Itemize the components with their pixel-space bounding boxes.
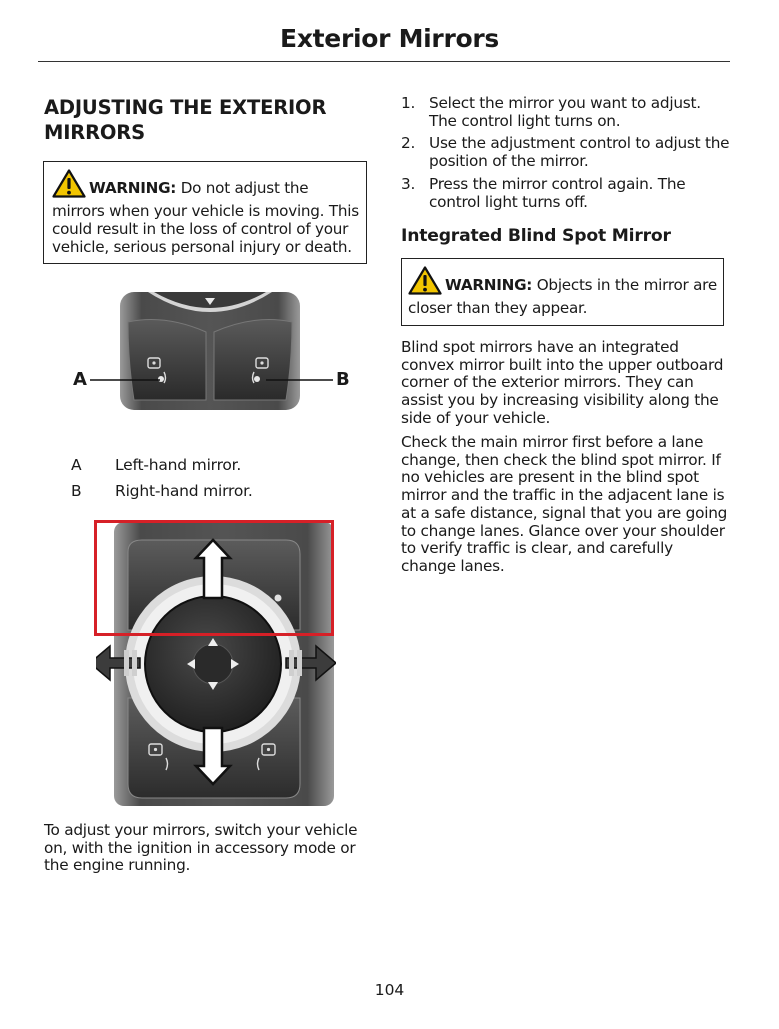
legend-value: Right-hand mirror. [115,482,253,500]
step-item [401,176,731,211]
step-number: 3. [401,174,416,193]
warning-text: Objects in the mirror are closer than they appear. [408,276,717,317]
step-item [401,95,731,130]
legend-key: A [71,456,82,474]
title-rule [38,61,730,62]
section-heading-line1: ADJUSTING THE EXTERIOR [44,96,327,119]
step-text: Press the mirror control again. The control light turns off. [429,174,686,211]
step-text: Use the adjustment control to adjust the position of the mirror. [429,134,730,171]
step-number: 1. [401,94,416,112]
step-number: 2. [401,134,416,153]
legend-key: B [71,482,82,500]
blind-spot-subheading: Integrated Blind Spot Mirror [401,226,671,246]
step-text: Select the mirror you want to adjust. The control light turns on. [429,94,701,130]
mirror-select-buttons-figure [120,292,300,410]
warning-triangle-icon [408,266,442,299]
section-heading [44,95,374,145]
blind-spot-paragraph: Blind spot mirrors have an integrated convex mirror built into the upper outboard corner of the exterior mirrors. They can assist you by increasing visibility along the side of your vehicle. [401,338,724,427]
warning-box-driving [43,161,367,264]
callout-a: A [73,369,87,390]
step-item [401,135,731,170]
warning-box-blind-spot [401,258,724,326]
callout-b: B [336,369,350,390]
section-heading-line2: MIRRORS [44,121,145,144]
page-title: Exterior Mirrors [280,24,499,53]
warning-text: Do not adjust the mirrors when your vehicle is moving. This could result in the loss of control of your vehicle, serious personal injury or death. [52,179,359,256]
highlight-box [94,520,334,636]
steps-list [401,95,731,216]
adjust-instructions-paragraph: To adjust your mirrors, switch your vehicle on, with the ignition in accessory mode or the engine running. [44,821,358,875]
warning-label: WARNING: [89,179,177,197]
page-number: 104 [374,981,405,999]
lane-change-paragraph: Check the main mirror first before a lane change, then check the blind spot mirror. If no vehicles are present in the blind spot mirror and the traffic in the adjacent lane is at a safe distance, signal that you are going to change lanes. Glance over your shoulder to verify traffic is clear, and carefully change lanes. [401,433,728,575]
warning-triangle-icon [52,169,86,202]
warning-label: WARNING: [445,276,533,294]
callout-lines [90,370,340,390]
legend-value: Left-hand mirror. [115,456,242,474]
